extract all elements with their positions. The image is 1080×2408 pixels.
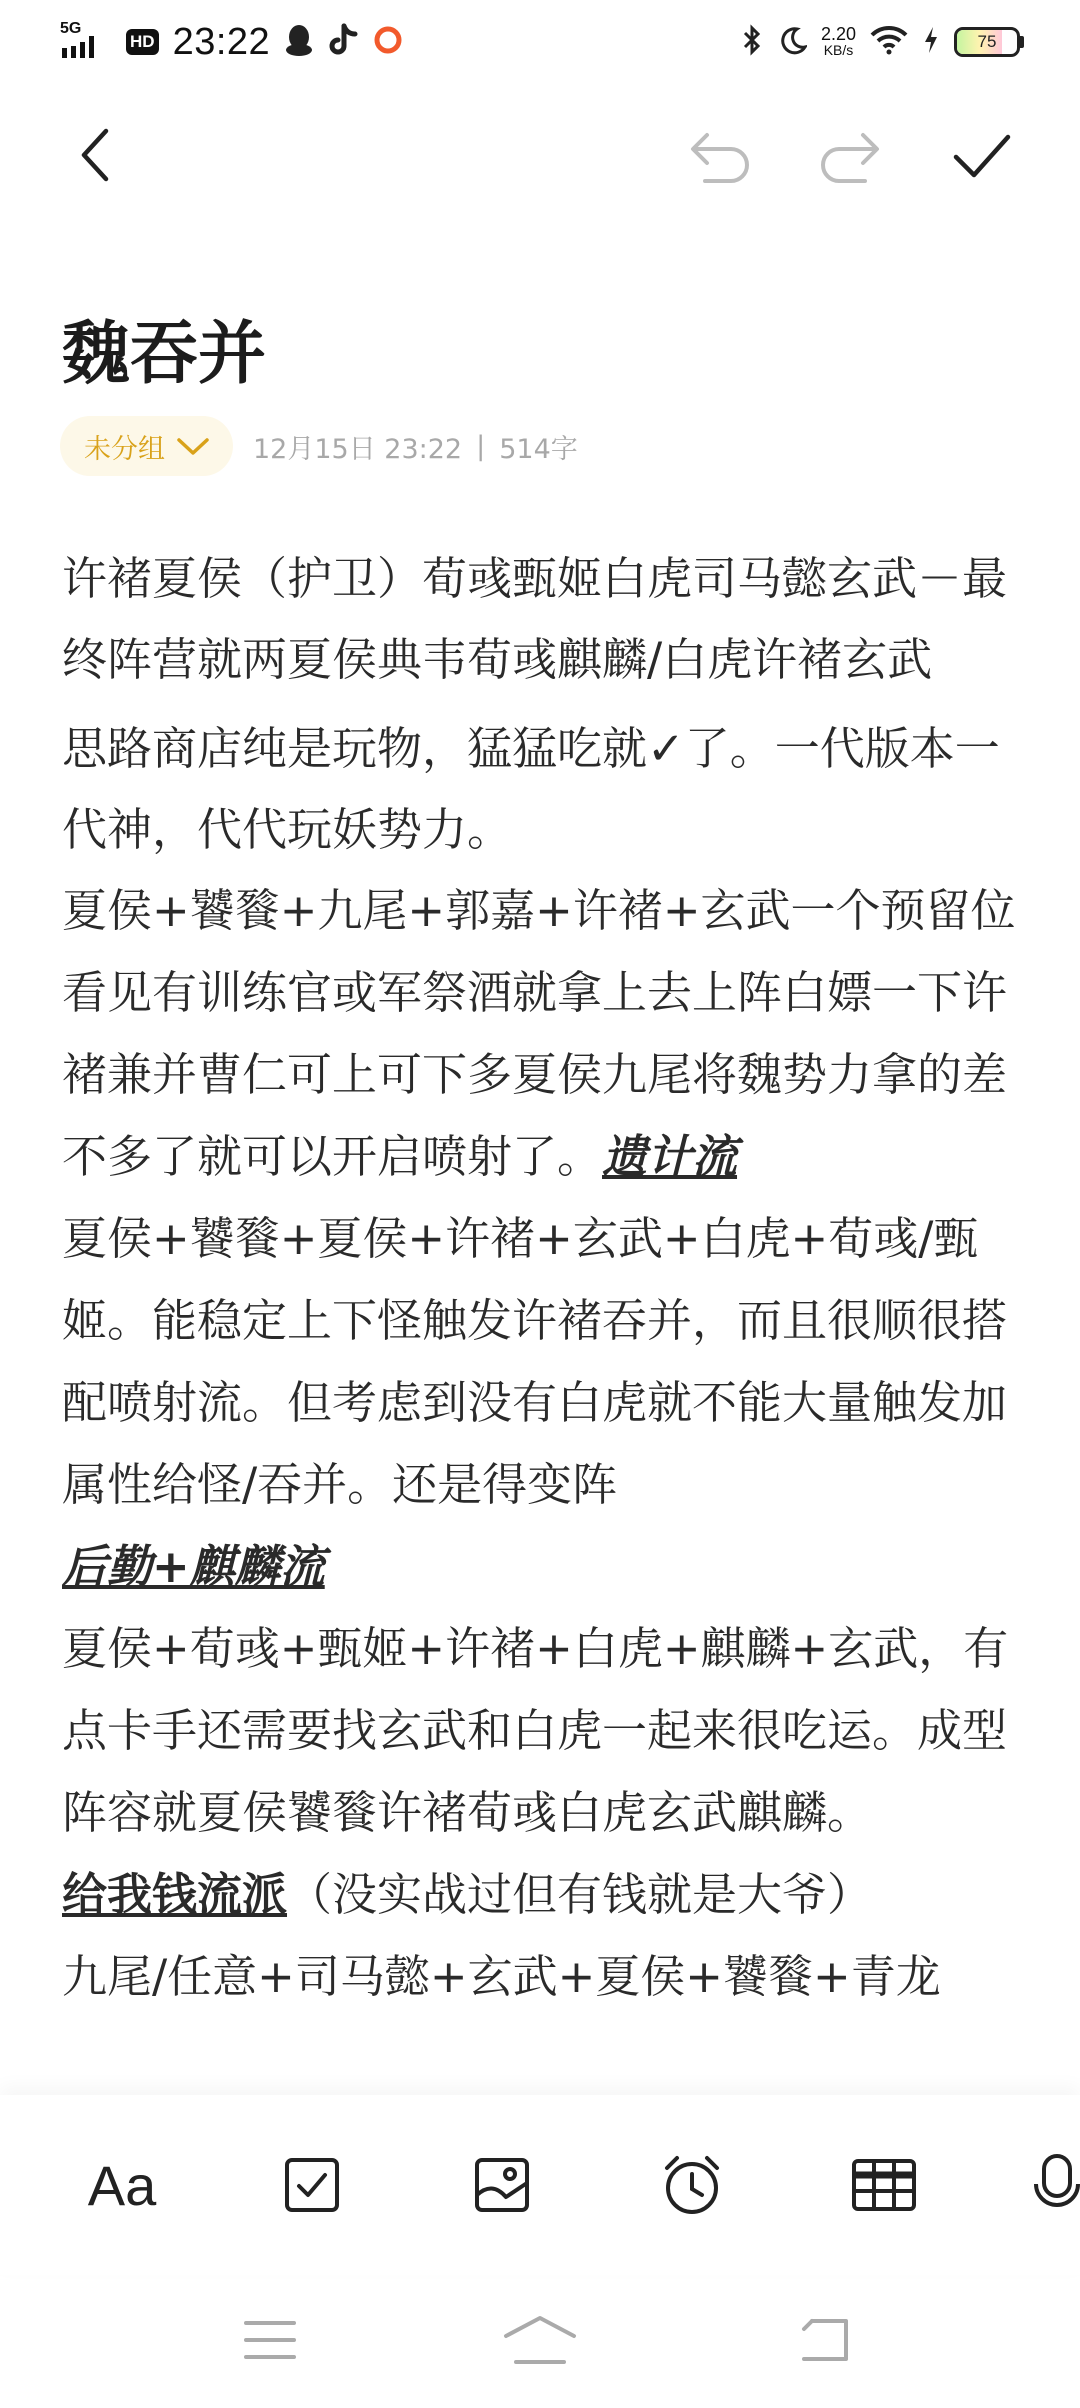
alarm-button[interactable] bbox=[652, 2145, 732, 2225]
paragraph-2: 思路商店纯是玩物，猛猛吃就✓了。一代版本一代神，代代玩妖势力。 bbox=[62, 722, 1000, 856]
group-label: 未分组 bbox=[84, 433, 165, 465]
word-count: 514字 bbox=[499, 433, 578, 465]
undo-button[interactable] bbox=[680, 110, 760, 200]
bluetooth-icon bbox=[741, 23, 763, 62]
voice-button[interactable] bbox=[1030, 2145, 1080, 2225]
battery-body bbox=[954, 27, 1020, 57]
section-heading-3 bbox=[62, 1854, 1022, 1936]
status-bar-right bbox=[741, 23, 1024, 62]
heading-3-text: 给我钱流派 bbox=[62, 1868, 288, 1921]
table-button[interactable] bbox=[844, 2145, 924, 2225]
battery-level: 75 bbox=[977, 32, 997, 51]
home-nav-button[interactable] bbox=[500, 2310, 580, 2370]
alarm-icon bbox=[659, 2152, 725, 2218]
checklist-button[interactable] bbox=[272, 2145, 352, 2225]
note-date: 12月15日 23:22 bbox=[253, 433, 463, 465]
checklist-icon bbox=[282, 2155, 342, 2215]
format-toolbar bbox=[0, 2095, 1080, 2275]
note-info bbox=[253, 427, 578, 466]
font-style-button[interactable] bbox=[82, 2145, 162, 2225]
editor-toolbar bbox=[0, 110, 1080, 200]
heading-3-note: （没实战过但有钱就是大爷） bbox=[287, 1868, 873, 1921]
tiktok-icon bbox=[328, 23, 358, 62]
check-icon bbox=[950, 127, 1014, 183]
section-heading-2 bbox=[62, 1526, 1022, 1608]
battery-tip bbox=[1020, 36, 1024, 48]
hd-icon: HD bbox=[126, 29, 159, 55]
wifi-icon bbox=[870, 25, 908, 60]
charging-icon bbox=[922, 25, 940, 60]
net-speed-value: 2.20 bbox=[820, 24, 856, 44]
system-nav-bar bbox=[0, 2290, 1080, 2408]
paragraph-3-heading: 遗计流 bbox=[602, 1130, 738, 1183]
moon-icon bbox=[777, 25, 807, 60]
net-speed-unit: KB/s bbox=[823, 42, 854, 58]
note-meta bbox=[60, 415, 578, 477]
back-icon bbox=[76, 127, 116, 183]
font-style-icon: Aa bbox=[87, 2153, 157, 2217]
signal-label: 5G bbox=[60, 20, 82, 37]
circle-app-icon bbox=[372, 24, 404, 61]
qq-icon bbox=[284, 23, 314, 62]
back-button[interactable] bbox=[56, 110, 136, 200]
save-button[interactable] bbox=[942, 110, 1022, 200]
signal-icon bbox=[60, 20, 112, 60]
paragraph-5: 夏侯+荀彧+甄姬+许褚+白虎+麒麟+玄武，有点卡手还需要找玄武和白虎一起来很吃运。成型阵容就夏侯饕餮许褚荀彧白虎玄武麒麟。 bbox=[62, 1622, 1009, 1839]
back-nav-button[interactable] bbox=[784, 2310, 864, 2370]
status-time: 23:22 bbox=[172, 20, 271, 63]
paragraph-3 bbox=[62, 870, 1022, 1198]
status-bar-left bbox=[60, 21, 404, 64]
home-icon bbox=[502, 2314, 578, 2366]
redo-button[interactable] bbox=[810, 110, 890, 200]
battery-icon bbox=[954, 27, 1024, 57]
status-bar bbox=[0, 0, 1080, 84]
heading-2-text: 后勤+麒麟流 bbox=[62, 1540, 325, 1593]
net-speed bbox=[821, 26, 856, 58]
menu-nav-button[interactable] bbox=[230, 2310, 310, 2370]
paragraph-1: 许褚夏侯（护卫）荀彧甄姬白虎司马懿玄武－最终阵营就两夏侯典韦荀彧麒麟/白虎许褚玄武 bbox=[62, 552, 1008, 686]
redo-icon bbox=[817, 127, 883, 183]
image-button[interactable] bbox=[462, 2145, 542, 2225]
back-nav-icon bbox=[796, 2315, 852, 2365]
chevron-down-icon bbox=[175, 434, 211, 458]
meta-separator: | bbox=[476, 430, 486, 462]
image-icon bbox=[472, 2155, 532, 2215]
paragraph-4: 夏侯+饕餮+夏侯+许褚+玄武+白虎+荀彧/甄姬。能稳定上下怪触发许褚吞并，而且很顺很搭配喷射流。但考虑到没有白虎就不能大量触发加属性给怪/吞并。还是得变阵 bbox=[62, 1212, 1008, 1511]
undo-icon bbox=[687, 127, 753, 183]
paragraph-6: 九尾/任意+司马懿+玄武+夏侯+饕餮+青龙 bbox=[62, 1950, 941, 2003]
menu-icon bbox=[242, 2317, 298, 2363]
group-selector[interactable] bbox=[60, 416, 233, 476]
note-body[interactable] bbox=[62, 538, 1022, 2018]
note-title[interactable]: 魏吞并 bbox=[62, 315, 267, 394]
table-icon bbox=[851, 2157, 917, 2213]
paragraph-3-text: 夏侯+饕餮+九尾+郭嘉+许褚+玄武一个预留位看见有训练官或军祭酒就拿上去上阵白嫖一下许褚兼并曹仁可上可下多夏侯九尾将魏势力拿的差不多了就可以开启喷射了。 bbox=[62, 884, 1016, 1183]
microphone-icon bbox=[1030, 2152, 1080, 2218]
